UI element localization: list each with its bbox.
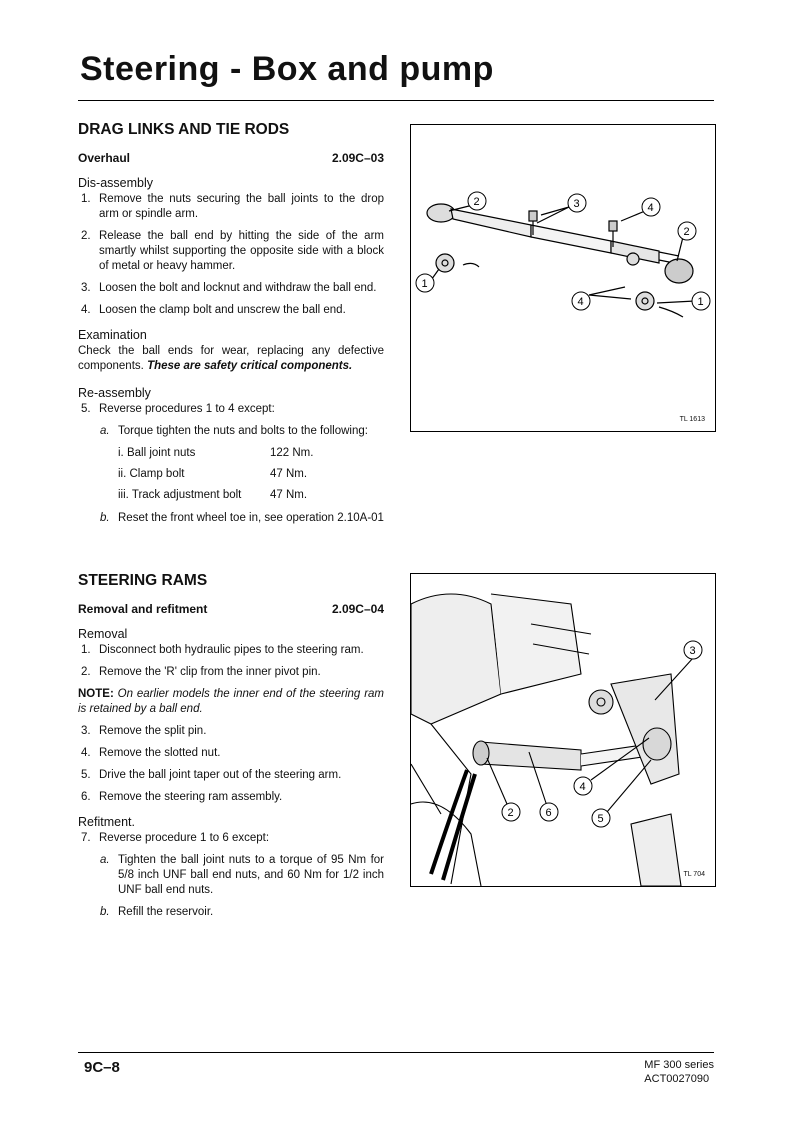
callout-label: 2 bbox=[473, 196, 480, 208]
section-title: STEERING RAMS bbox=[78, 572, 208, 589]
callout-label: 2 bbox=[683, 226, 690, 238]
subheading-removal: Removal bbox=[78, 627, 128, 641]
operation-name: Overhaul bbox=[78, 151, 131, 165]
list-item: 7. Reverse procedure 1 to 6 except: bbox=[81, 832, 270, 844]
removal-steps bbox=[78, 643, 384, 680]
steering-ram-illustration bbox=[411, 574, 715, 886]
disassembly-steps bbox=[78, 192, 384, 318]
series-name: MF 300 series bbox=[644, 1059, 714, 1071]
figure-steering-ram bbox=[410, 573, 716, 887]
subheading-examination: Examination bbox=[78, 328, 147, 342]
list-item: 5. Drive the ball joint taper out of the steering arm. bbox=[81, 769, 342, 781]
callout-label: 1 bbox=[697, 296, 704, 308]
torque-spec-row: iii. Track adjustment bolt 47 Nm. bbox=[118, 489, 308, 501]
note: NOTE: On earlier models the inner end of the steering ram is retained by a ball end. bbox=[78, 688, 384, 715]
header-rule bbox=[78, 100, 714, 101]
list-item: 1. Disconnect both hydraulic pipes to the steering ram. bbox=[81, 644, 364, 656]
list-item: 3. Remove the split pin. bbox=[81, 725, 207, 737]
list-item: 6. Remove the steering ram assembly. bbox=[81, 791, 283, 803]
callout-label: 6 bbox=[545, 807, 552, 819]
callout-label: 5 bbox=[597, 813, 604, 825]
callout-label: 4 bbox=[647, 202, 654, 214]
list-item: 4. Remove the slotted nut. bbox=[81, 747, 221, 759]
list-item: 3. Loosen the bolt and locknut and withdraw the ball end. bbox=[81, 282, 377, 294]
examination-text: Check the ball ends for wear, replacing any defective components. These are safety critical components. bbox=[78, 345, 384, 372]
torque-spec-row: ii. Clamp bolt 47 Nm. bbox=[118, 468, 308, 480]
list-item: 4. Loosen the clamp bolt and unscrew the ball end. bbox=[81, 304, 346, 316]
reassembly-steps bbox=[78, 402, 384, 417]
safety-warning: These are safety critical components. bbox=[147, 360, 353, 372]
substep-b: b. Reset the front wheel toe in, see operation 2.10A-01 bbox=[100, 512, 384, 524]
section-drag-links bbox=[78, 122, 384, 533]
callout-label: 3 bbox=[573, 198, 580, 210]
torque-spec-row: i. Ball joint nuts 122 Nm. bbox=[118, 447, 314, 459]
list-item: 5. Reverse procedures 1 to 4 except: bbox=[81, 403, 275, 415]
document-code: ACT0027090 bbox=[644, 1073, 710, 1085]
callout-label: 4 bbox=[579, 781, 586, 793]
callout-label: 2 bbox=[507, 807, 514, 819]
subheading-refitment: Refitment. bbox=[78, 815, 135, 829]
removal-steps-continued bbox=[78, 724, 384, 805]
operation-row bbox=[78, 602, 384, 617]
list-item: 1. Remove the nuts securing the ball joints to the drop arm or spindle arm. bbox=[81, 193, 384, 220]
subheading-disassembly: Dis-assembly bbox=[78, 176, 154, 190]
callout-label: 1 bbox=[421, 278, 428, 290]
operation-name: Removal and refitment bbox=[78, 602, 208, 616]
section-steering-rams bbox=[78, 573, 384, 927]
footer-rule bbox=[78, 1052, 714, 1053]
subheading-reassembly: Re-assembly bbox=[78, 386, 151, 400]
figure-ref: TL 1613 bbox=[679, 416, 705, 423]
operation-row bbox=[78, 151, 384, 166]
operation-code: 2.09C–04 bbox=[331, 602, 384, 616]
substep-b: b. Refill the reservoir. bbox=[100, 906, 214, 918]
figure-drag-link bbox=[410, 124, 716, 432]
note-label: NOTE: bbox=[78, 688, 114, 700]
page-number: 9C–8 bbox=[84, 1059, 120, 1076]
list-item: 2. Release the ball end by hitting the side of the arm smartly whilst supporting the opposite side with a block of metal or heavy hammer. bbox=[81, 230, 384, 272]
list-item: 2. Remove the 'R' clip from the inner pivot pin. bbox=[81, 666, 321, 678]
operation-code: 2.09C–03 bbox=[331, 151, 384, 165]
substep-a: a. Tighten the ball joint nuts to a torque of 95 Nm for 5/8 inch UNF ball end nuts, and 60 Nm for 1/2 inch UNF ball end nuts. bbox=[100, 854, 384, 896]
section-title: DRAG LINKS AND TIE RODS bbox=[78, 121, 290, 138]
callout-label: 3 bbox=[689, 645, 696, 657]
substep-a: a. Torque tighten the nuts and bolts to the following: bbox=[100, 425, 368, 437]
refitment-steps bbox=[78, 831, 384, 846]
drag-link-illustration bbox=[411, 125, 715, 431]
callout-label: 4 bbox=[577, 296, 584, 308]
page-title: Steering - Box and pump bbox=[80, 50, 494, 88]
figure-ref: TL 704 bbox=[683, 871, 705, 878]
footer-info bbox=[644, 1058, 714, 1086]
